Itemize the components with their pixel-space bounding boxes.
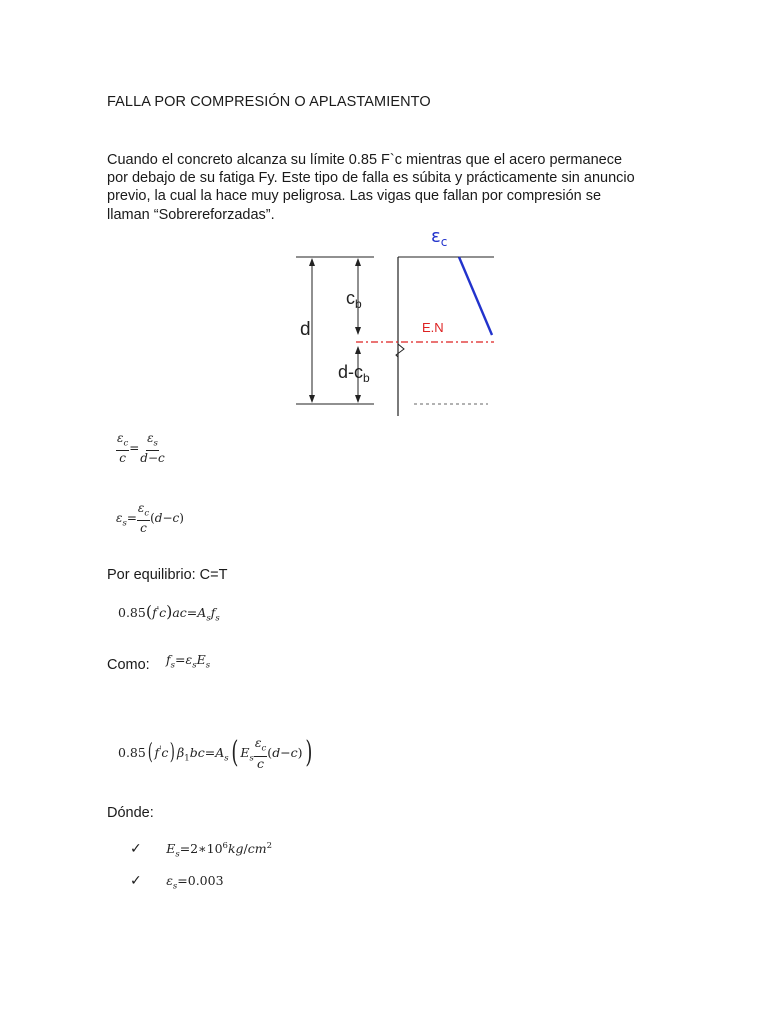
equilibrium-label: Por equilibrio: C=T [107, 567, 228, 583]
strain-line [459, 257, 492, 335]
neutral-axis-label: E.N [422, 320, 444, 335]
paragraph-line: Cuando el concreto alcanza su límite 0.85 F`c mientras que el acero permanece [107, 152, 623, 168]
equation-strain-ratio: $\frac{\varepsilon_c}{c}$ = $\frac{\varepsilon_s}{d-c}$ [117, 431, 165, 466]
page-title: FALLA POR COMPRESIÓN O APLASTAMIENTO [107, 94, 431, 110]
list-item [130, 840, 272, 860]
modulus-value: $E_s=2∗10^6kg/cm^2$ [166, 840, 273, 860]
cb-label: $c_b$ [346, 288, 362, 311]
equation-full: 0.85( f'c) $\beta_1bc=A_s$( $E_s$ $\frac{\varepsilon_c}{c}$ (d−c)) [118, 735, 312, 771]
equation-steel-strain: $\varepsilon_s=$ $\frac{\varepsilon_c}{c}$ (d−c) [116, 501, 184, 536]
check-icon: ✓ [130, 873, 142, 889]
equation-equilibrium: $0.85(f'c)ac=A_sf_s$ [118, 602, 220, 624]
paragraph-line: previo, la cual la hace muy peligrosa. Las vigas que fallan por compresión se [107, 188, 602, 205]
epsilon-c-label: $\varepsilon_c$ [431, 226, 448, 249]
paragraph-line: por debajo de su fatiga Fy. Este tipo de falla es súbita y prácticamente sin anuncio [107, 170, 635, 187]
dcb-label: $d-c_b$ [338, 362, 370, 385]
intro-paragraph [107, 151, 667, 224]
donde-label: Dónde: [107, 805, 154, 821]
como-label: Como: [107, 657, 150, 673]
check-icon: ✓ [130, 841, 142, 857]
d-label: d [300, 319, 311, 340]
paragraph-line: llaman “Sobrereforzadas”. [107, 206, 275, 223]
strain-diagram [290, 222, 500, 422]
break-symbol [396, 344, 404, 357]
equation-hooke: $f_s=\varepsilon_sE_s$ [166, 652, 211, 671]
strain-value: $\varepsilon_s=0.003$ [166, 873, 224, 892]
list-item [130, 872, 224, 892]
